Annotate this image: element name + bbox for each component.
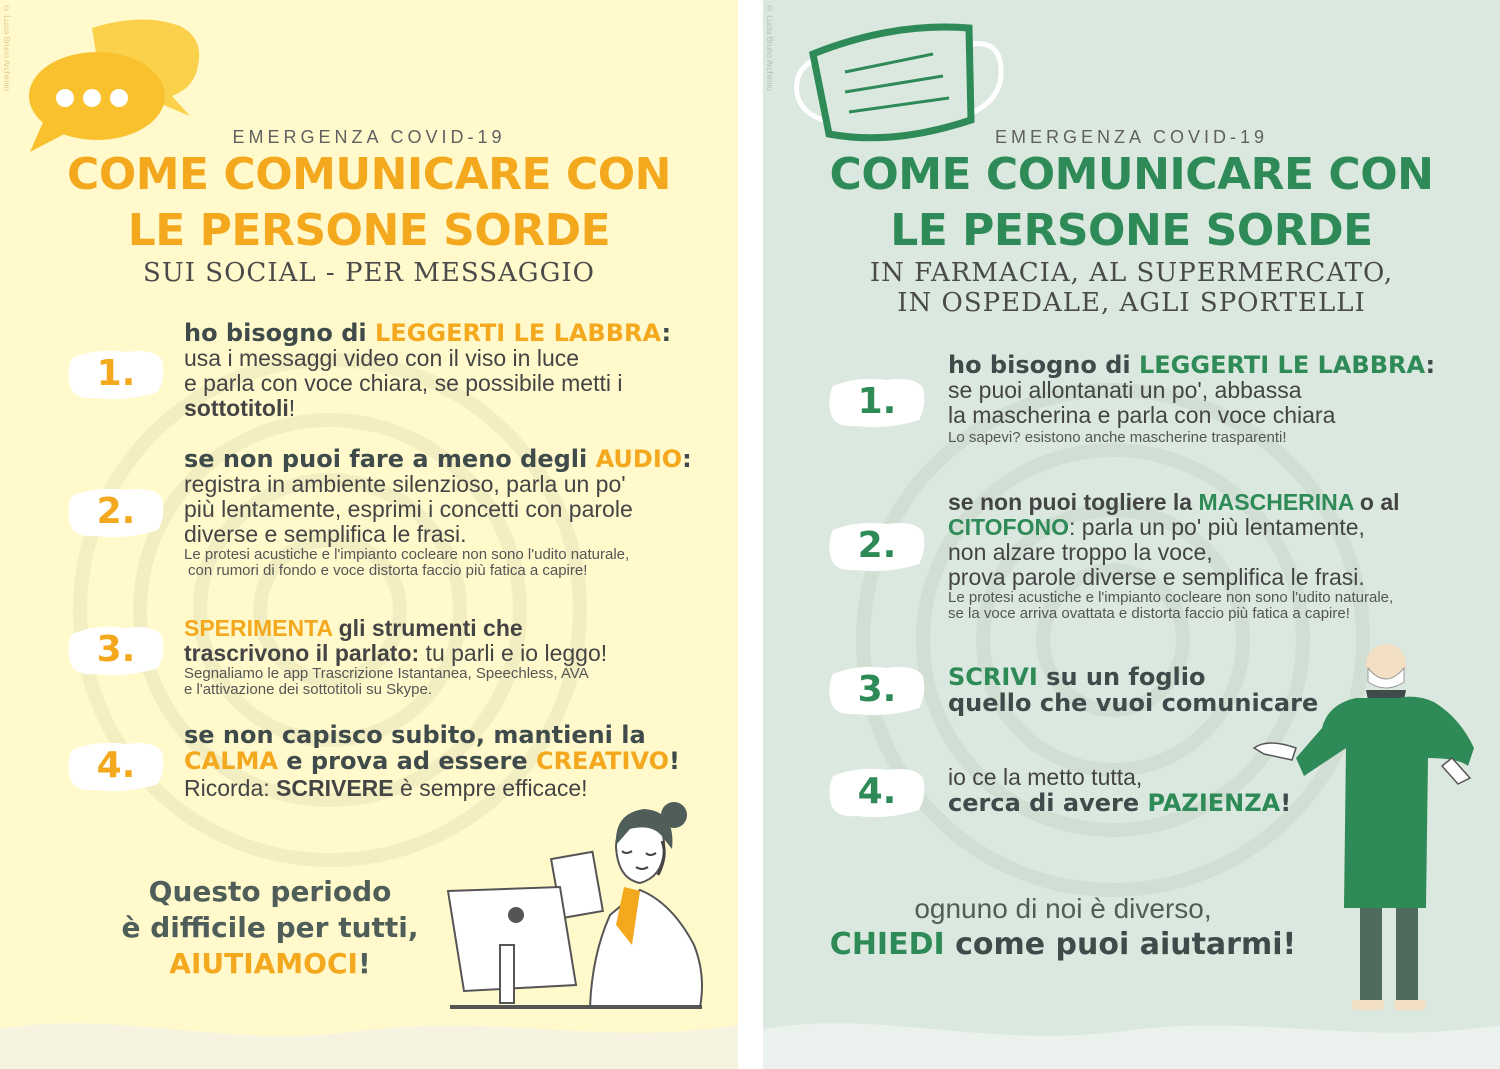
bold-text: sottotitoli [184,395,289,421]
heading-highlight: CALMA [184,747,278,775]
poster-in-person [763,0,1500,1069]
copyright-watermark: © Lucia Bruno Archimio [765,4,774,91]
step-badge-4 [66,736,166,796]
heading-text: gli strumenti che [332,615,523,641]
tip-body-line: la mascherina e parla con voce chiara [948,402,1336,428]
heading-highlight: AUDIO [595,445,683,473]
page-title [763,147,1500,259]
bold-text: trascrivono il parlato: [184,640,420,666]
heading-text-end: : [1425,351,1436,379]
bold-text: SCRIVERE [276,775,394,801]
step-number: 2. [96,491,136,532]
heading-highlight: SPERIMENTA [184,615,333,641]
tip-item-2 [948,490,1488,622]
closing-highlight: CHIEDI [829,927,945,962]
heading-highlight: CITOFONO [948,514,1069,540]
closing-message [110,874,430,982]
tip-heading [184,616,714,641]
tip-heading: se non capisco subito, mantieni la [184,721,646,749]
subtitle [763,258,1500,318]
step-number: 1. [96,353,136,394]
tip-body-line: più lentamente, esprimi i concetti con parole [184,496,633,522]
step-badge-1 [827,372,927,432]
tip-note-line: Segnaliamo le app Trascrizione Istantanea, Speechless, AVA [184,665,589,682]
title-line-2: LE PERSONE SORDE [890,205,1373,256]
heading-highlight: MASCHERINA [1198,489,1354,515]
body-text: : parla un po' più lentamente, [1068,514,1365,540]
tip-heading [184,446,714,472]
closing-line [823,926,1303,964]
body-text: ! [288,395,296,421]
heading-text-end: : [661,319,672,347]
closing-highlight: AIUTIAMOCI [169,947,358,980]
heading-text: se non puoi fare a meno degli [184,445,596,473]
heading-text: se non puoi togliere la [948,489,1199,515]
receptionist-illustration [440,795,710,1015]
tip-body-line: se puoi allontanati un po', abbassa [948,377,1302,403]
tip-note-line: Le protesi acustiche e l'impianto cocleare non sono l'udito naturale, [948,589,1394,606]
tip-heading: quello che vuoi comunicare [948,689,1319,717]
step-badge-2 [66,482,166,542]
title-line-2: LE PERSONE SORDE [127,205,611,256]
heading-text: ho bisogno di [948,351,1139,379]
heading-text: cerca di avere [948,789,1148,817]
tip-item-2 [184,446,714,579]
closing-text: come puoi aiutarmi! [944,927,1297,962]
heading-text: ho bisogno di [184,319,375,347]
step-number: 4. [96,745,136,786]
heading-text-end: o al [1353,489,1400,515]
closing-line: ognuno di noi è diverso, [914,893,1212,924]
body-text: è sempre efficace! [393,775,588,801]
body-text: tu parli e io leggo! [419,640,608,666]
tip-heading [948,352,1478,378]
step-badge-1 [66,344,166,404]
heading-text: su un foglio [1037,663,1206,691]
step-number: 1. [857,381,897,422]
step-number: 3. [96,629,136,670]
heading-text-end: : [682,445,692,473]
tip-note-line: se la voce arriva ovattata e distorta faccio più fatica a capire! [948,605,1350,622]
tip-item-3 [184,616,714,698]
tip-body-line: non alzare troppo la voce, [948,539,1213,565]
closing-text-end: ! [357,947,371,980]
heading-highlight: CREATIVO [535,747,670,775]
copyright-watermark: © Lucia Bruno Archimio [2,4,11,91]
heading-text: e prova ad essere [277,747,536,775]
title-line-1: COME COMUNICARE CON [67,149,671,200]
tip-body-line: e parla con voce chiara, se possibile metti i [184,370,623,396]
heading-text-end: ! [1280,789,1292,817]
body-text: Ricorda: [184,775,277,801]
step-number: 3. [857,669,897,710]
kicker: EMERGENZA COVID-19 [232,127,506,147]
tip-note-line: Lo sapevi? esistono anche mascherine trasparenti! [948,429,1287,446]
heading-highlight: LEGGERTI LE LABBRA [1138,351,1426,379]
step-badge-2 [827,516,927,576]
step-badge-3 [827,660,927,720]
title-line-1: COME COMUNICARE CON [829,149,1434,200]
tip-heading [184,748,724,774]
closing-line: è difficile per tutti, [121,911,419,944]
closing-line [110,946,430,982]
subtitle-line: IN FARMACIA, AL SUPERMERCATO, [869,258,1394,288]
heading-highlight: SCRIVI [948,663,1038,691]
tip-body-line [948,515,1488,540]
tip-item-4 [184,722,724,801]
tip-note-line: con rumori di fondo e voce distorta faccio più fatica a capire! [188,562,588,579]
tip-heading [948,490,1488,515]
step-number: 4. [857,771,897,812]
tip-body-line: diverse e semplifica le frasi. [184,521,467,547]
heading-highlight: LEGGERTI LE LABBRA [374,319,662,347]
tip-note-line: Le protesi acustiche e l'impianto cocleare non sono l'udito naturale, [184,546,630,563]
subtitle: SUI SOCIAL - PER MESSAGGIO [143,258,595,288]
tip-body-line: io ce la metto tutta, [948,764,1143,790]
kicker: EMERGENZA COVID-19 [994,127,1269,147]
step-badge-4 [827,762,927,822]
tip-body-line [184,396,714,421]
page-title [0,147,738,259]
tip-body-line: registra in ambiente silenzioso, parla un po' [184,471,626,497]
tip-item-1 [184,320,714,421]
step-number: 2. [857,525,897,566]
tip-body-line [184,641,714,666]
poster-social [0,0,738,1069]
heading-highlight: PAZIENZA [1147,789,1281,817]
step-badge-3 [66,620,166,680]
tip-note-line: e l'attivazione dei sottotitoli su Skype. [184,681,432,698]
tip-body-line: prova parole diverse e semplifica le frasi. [948,564,1365,590]
closing-message [823,892,1303,964]
subtitle-line: IN OSPEDALE, AGLI SPORTELLI [897,288,1366,318]
tip-item-1 [948,352,1478,446]
tip-heading [184,320,714,346]
heading-text-end: ! [669,747,680,775]
doctor-in-gown-illustration [1248,638,1478,1020]
tip-body-line: usa i messaggi video con il viso in luce [184,345,580,371]
closing-line: Questo periodo [148,875,392,908]
